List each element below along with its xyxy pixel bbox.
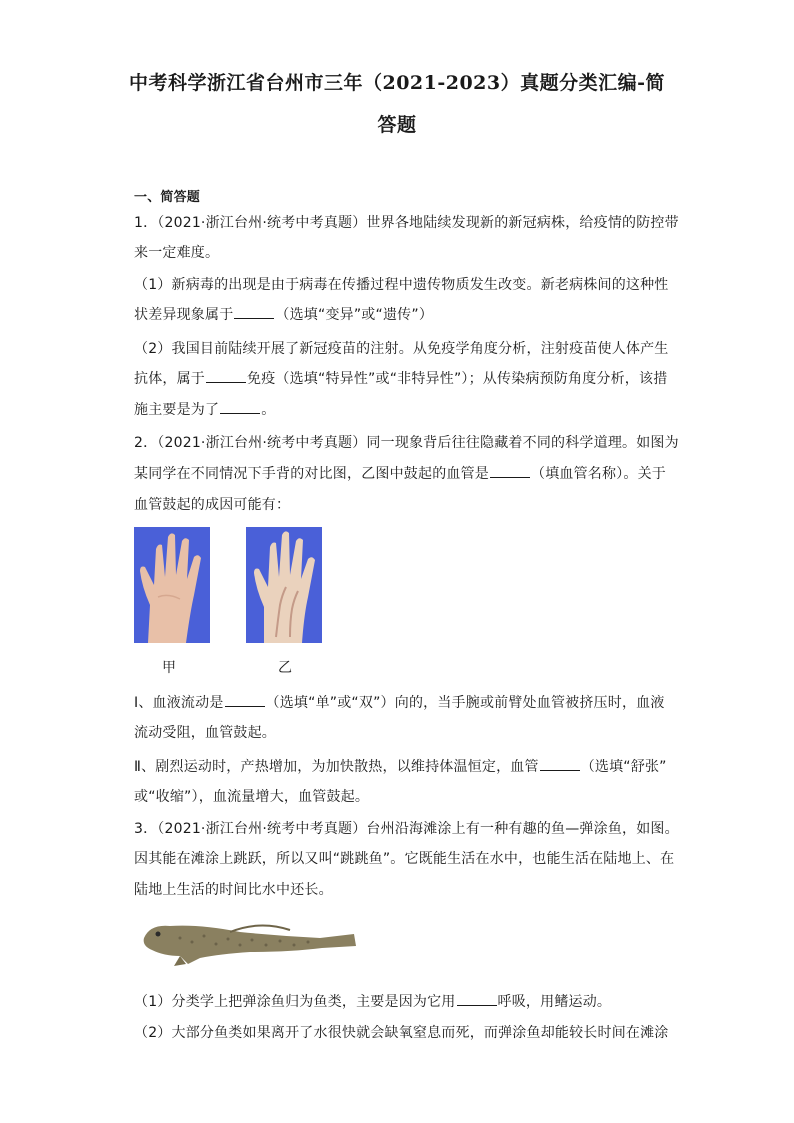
q3-stem-line3: 陆地上生活的时间比水中还长。 xyxy=(134,882,333,898)
q2-stem-line1: 2．（2021·浙江台州·统考中考真题）同一现象背后往往隐藏着不同的科学道理。如图为 xyxy=(134,435,679,451)
q3-part1: （1）分类学上把弹涂鱼归为鱼类，主要是因为它用 呼吸，用鳍运动。 xyxy=(134,994,612,1010)
q2-item1-line2: 流动受阻，血管鼓起。 xyxy=(134,725,276,741)
q2-item2-line1: Ⅱ、剧烈运动时，产热增加，为加快散热，以维持体温恒定，血管 （选填“舒张” xyxy=(134,759,667,775)
caption-jia: 甲 xyxy=(162,660,176,676)
mudskipper-image xyxy=(140,918,358,968)
answer-blank[interactable] xyxy=(220,401,260,414)
q2-stem-line3: 血管鼓起的成因可能有： xyxy=(134,497,291,513)
answer-blank[interactable] xyxy=(490,465,530,478)
q1-stem-line2: 来一定难度。 xyxy=(134,245,220,261)
hand-image-yi xyxy=(246,527,322,643)
document-title-line2: 答题 xyxy=(377,114,417,136)
q3-part2-line1: （2）大部分鱼类如果离开了水很快就会缺氧窒息而死，而弹涂鱼却能较长时间在滩涂 xyxy=(134,1025,669,1041)
answer-blank[interactable] xyxy=(225,694,265,707)
q2-stem-line2: 某同学在不同情况下手背的对比图，乙图中鼓起的血管是 （填血管名称）。关于 xyxy=(134,466,666,482)
q1-part1-line1: （1）新病毒的出现是由于病毒在传播过程中遗传物质发生改变。新老病株间的这种性 xyxy=(134,277,669,293)
answer-blank[interactable] xyxy=(234,306,274,319)
caption-yi: 乙 xyxy=(278,660,292,676)
q1-part2-line1: （2）我国目前陆续开展了新冠疫苗的注射。从免疫学角度分析，注射疫苗使人体产生 xyxy=(134,341,669,357)
q3-stem-line2: 因其能在滩涂上跳跃，所以又叫“跳跳鱼”。它既能生活在水中，也能生活在陆地上、在 xyxy=(134,851,675,867)
q2-item1-line1: Ⅰ、血液流动是 （选填“单”或“双”）向的，当手腕或前臂处血管被挤压时，血液 xyxy=(134,695,665,711)
q1-stem-line1: 1．（2021·浙江台州·统考中考真题）世界各地陆续发现新的新冠病株，给疫情的防控带 xyxy=(134,215,679,231)
document-title-line1: 中考科学浙江省台州市三年（2021-2023）真题分类汇编-简 xyxy=(128,72,666,94)
hand-image-jia xyxy=(134,527,210,643)
q1-part2-line3: 施主要是为了 。 xyxy=(134,402,276,418)
answer-blank[interactable] xyxy=(457,993,497,1006)
q3-stem-line1: 3．（2021·浙江台州·统考中考真题）台州沿海滩涂上有一种有趣的鱼—弹涂鱼，如图。 xyxy=(134,821,679,837)
section-heading: 一、简答题 xyxy=(134,190,201,205)
answer-blank[interactable] xyxy=(206,370,246,383)
answer-blank[interactable] xyxy=(540,758,580,771)
q1-part2-line2: 抗体，属于 免疫（选填“特异性”或“非特异性”）；从传染病预防角度分析，该措 xyxy=(134,371,668,387)
q2-item2-line2: 或“收缩”），血流量增大，血管鼓起。 xyxy=(134,789,370,805)
q1-part1-line2: 状差异现象属于 （选填“变异”或“遗传”） xyxy=(134,307,434,323)
